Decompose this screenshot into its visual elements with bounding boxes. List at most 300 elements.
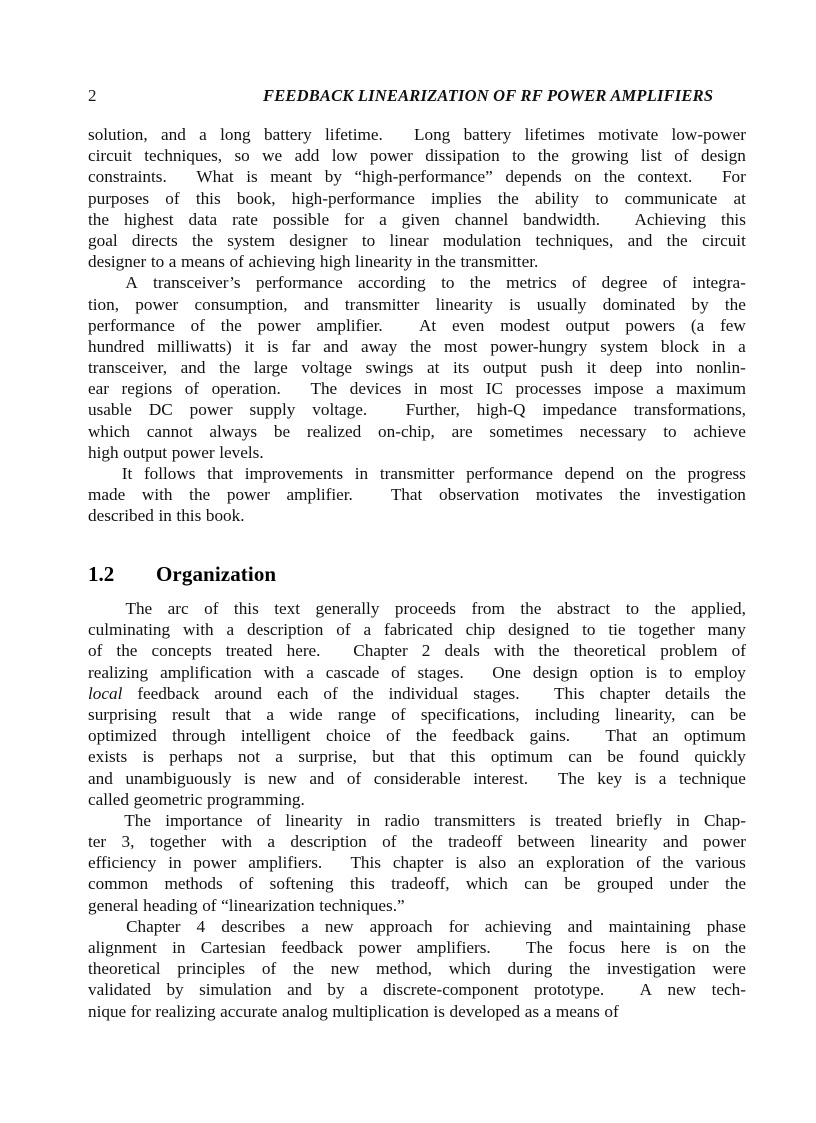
word: an	[652, 726, 669, 746]
word: transmitter.	[460, 252, 539, 272]
word: a	[275, 747, 283, 767]
word: growing	[571, 146, 629, 166]
paragraph	[88, 124, 746, 272]
text-line	[88, 895, 746, 916]
word: grouped	[596, 874, 654, 894]
word: The	[557, 768, 585, 788]
word: each	[276, 683, 309, 703]
word: A	[639, 980, 653, 1000]
word: consumption,	[194, 294, 288, 314]
word: a	[301, 916, 309, 936]
word: most	[439, 379, 474, 399]
word: regions	[121, 379, 173, 399]
word: to	[150, 252, 165, 272]
word: together	[638, 620, 695, 640]
word: tech-	[711, 980, 746, 1000]
body-text-upper	[88, 124, 746, 527]
word: in	[711, 336, 726, 356]
text-line	[88, 505, 746, 526]
word: developed	[449, 1001, 521, 1021]
text-line	[88, 463, 746, 484]
word: to	[669, 662, 683, 682]
word: briefly	[616, 810, 663, 830]
word: it	[244, 336, 255, 356]
word: lifetime.	[325, 125, 383, 144]
word: result	[171, 704, 211, 724]
word: achieve	[693, 421, 746, 441]
word: necessary	[579, 421, 647, 441]
word: 2	[421, 641, 431, 661]
text-line	[88, 810, 746, 831]
word: called	[88, 789, 130, 809]
word: 3,	[121, 832, 135, 852]
word: of	[323, 683, 338, 703]
word: chapter	[599, 683, 651, 703]
sentence-gap	[620, 979, 625, 1000]
word: voltage.	[312, 400, 368, 420]
word: including	[534, 704, 600, 724]
word: milliwatts)	[157, 336, 232, 356]
word: amplifiers.	[416, 938, 491, 957]
word: softening	[269, 874, 334, 894]
word: rate	[232, 209, 258, 229]
word: stages.	[473, 683, 520, 703]
word: at	[426, 358, 440, 378]
word: under	[669, 874, 709, 894]
text-line	[88, 704, 746, 725]
word: and	[161, 125, 186, 144]
word: techniques.”	[319, 895, 405, 915]
running-head	[88, 86, 744, 110]
word: modest	[500, 315, 550, 335]
word: DC	[148, 400, 173, 420]
sentence-gap	[399, 315, 404, 336]
word: chapter	[392, 853, 444, 873]
word: as	[524, 1001, 540, 1021]
word: of	[165, 188, 180, 208]
word: high-Q	[476, 400, 526, 420]
word: in	[356, 810, 371, 830]
word: of	[636, 853, 651, 873]
word: this	[195, 188, 221, 208]
word: The	[125, 599, 153, 618]
word: be	[273, 421, 291, 441]
text-line	[88, 725, 746, 746]
word: geometric	[133, 789, 203, 809]
word: to	[512, 146, 526, 166]
word: amplifiers.	[248, 853, 323, 873]
word: system	[227, 230, 276, 250]
text-line	[88, 336, 746, 357]
word: is	[142, 747, 154, 767]
word: phase	[706, 916, 746, 936]
word: of	[336, 620, 351, 640]
word: are	[451, 421, 473, 441]
word: that	[207, 464, 233, 483]
word: were	[712, 959, 746, 979]
word: supply	[249, 400, 296, 420]
word: Chapter	[126, 916, 181, 936]
text-line	[88, 251, 746, 272]
word: power	[226, 485, 270, 505]
word: be	[729, 704, 746, 724]
word: the	[219, 358, 241, 378]
word: a	[363, 620, 372, 640]
word: book,	[236, 188, 276, 208]
word: linear	[389, 230, 429, 250]
word: wide	[289, 704, 323, 724]
word: the	[520, 599, 542, 618]
word: of	[184, 379, 200, 399]
text-line	[88, 378, 746, 399]
word: designer	[289, 230, 348, 250]
sentence-gap	[293, 378, 298, 399]
word: Cartesian	[200, 938, 266, 957]
word: ear	[88, 379, 109, 399]
text-line	[88, 789, 746, 810]
word: with	[221, 832, 252, 852]
word: of	[256, 810, 272, 830]
word: integra-	[692, 273, 746, 293]
word: tradeoff	[448, 832, 503, 852]
word: bandwidth.	[523, 209, 601, 229]
word: but	[372, 747, 395, 767]
word: theoretical	[88, 959, 161, 979]
word: transceiver’s	[153, 273, 241, 293]
word: stages.	[417, 662, 464, 682]
word: culminating	[88, 620, 171, 640]
text-line	[88, 640, 746, 661]
word: Long	[413, 125, 451, 144]
word: with	[493, 641, 525, 661]
text-line	[88, 937, 746, 958]
word: of	[190, 315, 205, 335]
word: importance	[165, 810, 243, 830]
word: principles	[177, 959, 246, 979]
word: is	[433, 1001, 445, 1021]
word: transmitters	[434, 810, 516, 830]
word: treated	[555, 810, 602, 830]
word: it	[586, 358, 597, 378]
text-line	[88, 768, 746, 789]
word: exploration	[546, 853, 625, 873]
word: lifetimes	[524, 125, 585, 144]
word: A	[125, 273, 138, 293]
word: the	[654, 464, 676, 483]
word: of	[391, 662, 406, 682]
word: channel	[454, 209, 509, 229]
word: to	[441, 273, 455, 293]
word: with	[263, 662, 295, 682]
word: transceiver,	[88, 358, 167, 378]
word: the	[497, 188, 519, 208]
running-head-title: FEEDBACK LINEARIZATION OF RF POWER AMPLIFIERS	[263, 86, 714, 105]
word: here	[620, 938, 651, 957]
word: (a	[690, 315, 705, 335]
word: ter	[88, 832, 107, 852]
word: This	[554, 683, 585, 703]
word: Achieving	[634, 209, 707, 229]
word: tradeoff,	[391, 874, 450, 894]
word: validated	[88, 980, 151, 1000]
word: a	[168, 252, 177, 272]
word: large	[253, 358, 288, 378]
word: arc	[167, 599, 189, 618]
word: of	[572, 273, 587, 293]
word: possible	[272, 209, 330, 229]
word: tion,	[88, 294, 120, 314]
word: the	[654, 599, 676, 618]
word: the	[724, 874, 746, 894]
word: Chap-	[703, 810, 746, 830]
word: battery	[263, 125, 312, 144]
sentence-gap	[506, 937, 511, 958]
word: “linearization	[221, 895, 315, 915]
word: “high-performance”	[354, 167, 493, 187]
word: unambiguously	[125, 768, 232, 788]
word: One	[492, 662, 521, 682]
word: with	[183, 620, 214, 640]
text-line	[88, 166, 746, 187]
word: by	[327, 980, 345, 1000]
word: processes	[515, 379, 582, 399]
word: away	[361, 336, 398, 356]
word: the	[292, 959, 314, 979]
word: the	[538, 641, 560, 661]
word: of	[391, 704, 406, 724]
word: is	[267, 336, 279, 356]
text-line	[88, 683, 746, 704]
word: improvements	[244, 464, 344, 483]
word: operation.	[211, 379, 281, 399]
word: output	[565, 315, 610, 335]
word: book.	[205, 506, 245, 526]
text-line	[88, 598, 746, 619]
word: of	[88, 641, 103, 661]
word: to	[663, 421, 677, 441]
word: realized	[306, 421, 362, 441]
word: techniques,	[144, 146, 223, 166]
word: the	[191, 230, 213, 250]
word: together	[149, 832, 207, 852]
sentence-gap	[585, 725, 590, 746]
word: follows	[143, 464, 196, 483]
word: which	[88, 421, 131, 441]
word: The	[526, 938, 553, 957]
word: even	[451, 315, 485, 335]
sentence-gap	[705, 166, 710, 187]
sentence-gap	[334, 852, 339, 873]
sentence-gap	[335, 640, 340, 661]
word: of	[229, 252, 244, 272]
word: the	[619, 485, 641, 505]
text-line	[88, 916, 746, 937]
paragraph-indent	[88, 810, 110, 831]
word: range	[337, 704, 377, 724]
word: on	[574, 167, 592, 187]
text-line	[88, 442, 746, 463]
word: can	[524, 874, 548, 894]
word: choice	[325, 726, 371, 746]
word: of	[202, 895, 217, 915]
word: this	[450, 747, 476, 767]
word: in	[172, 938, 186, 957]
text-line	[88, 958, 746, 979]
word: radio	[384, 810, 420, 830]
word: abstract	[556, 599, 611, 618]
word: gains.	[529, 726, 571, 746]
word: new	[667, 980, 697, 1000]
section-number: 1.2	[88, 562, 115, 586]
word: amplifier.	[286, 485, 353, 505]
word: so	[234, 146, 250, 166]
word: general	[88, 895, 139, 915]
word: cascade	[325, 662, 380, 682]
word: the	[411, 832, 433, 852]
word: surprise,	[298, 747, 357, 767]
word: description	[246, 620, 324, 640]
word: output	[482, 358, 527, 378]
word: and	[287, 980, 312, 1000]
word: efficiency	[88, 853, 157, 873]
paragraph-indent	[88, 463, 110, 484]
word: What	[196, 167, 234, 187]
word: fabricated	[384, 620, 453, 640]
text-line	[88, 124, 746, 145]
word: the	[189, 485, 211, 505]
word: the	[88, 209, 109, 229]
word: maintaining	[608, 916, 691, 936]
word: transmitter	[344, 294, 420, 314]
word: be	[607, 747, 624, 767]
word: and	[309, 768, 335, 788]
word: a	[359, 980, 368, 1000]
word: optimized	[88, 726, 157, 746]
word: to	[582, 620, 596, 640]
word: interest.	[473, 768, 529, 788]
word: high	[88, 442, 119, 462]
word: power	[703, 832, 746, 852]
word: a	[306, 662, 314, 682]
word: cannot	[146, 421, 193, 441]
word: power-hungry	[490, 336, 588, 356]
word: which	[448, 959, 491, 979]
word: accurate	[220, 1001, 278, 1021]
word: the	[724, 683, 746, 703]
word: this	[233, 599, 259, 618]
word: is	[455, 853, 467, 873]
word: various	[695, 853, 746, 873]
word: analog	[281, 1001, 328, 1021]
page-number: 2	[88, 86, 97, 105]
word: achieving	[484, 916, 552, 936]
word: of	[604, 1001, 619, 1021]
word: problem	[660, 641, 718, 661]
word: the	[724, 294, 746, 314]
word: the	[352, 683, 374, 703]
word: tie	[608, 620, 626, 640]
word: linearity	[590, 832, 648, 852]
word: usually	[536, 294, 587, 314]
word: metrics	[506, 273, 557, 293]
word: to	[361, 230, 376, 250]
sentence-gap	[476, 662, 481, 683]
word: a	[199, 125, 207, 144]
word: maximum	[676, 379, 746, 399]
sentence-gap	[615, 209, 620, 230]
word: in	[676, 810, 690, 830]
text-line	[88, 315, 746, 336]
word: is	[645, 662, 658, 682]
word: a	[543, 1001, 552, 1021]
word: linearity,	[614, 704, 676, 724]
word: concepts	[151, 641, 212, 661]
word: power	[135, 294, 179, 314]
word: describes	[221, 916, 286, 936]
word: is	[246, 167, 258, 187]
paragraph	[88, 810, 746, 916]
word: this	[721, 209, 746, 229]
word: high-performance	[291, 188, 415, 208]
word: heading	[143, 895, 198, 915]
paragraph	[88, 272, 746, 463]
word: power	[171, 442, 215, 462]
text-line	[88, 619, 746, 640]
word: It	[121, 464, 133, 483]
word: goal	[88, 230, 118, 250]
text-line	[88, 145, 746, 166]
word: linearity	[435, 294, 493, 314]
word: powers	[625, 315, 676, 335]
word: this	[349, 874, 375, 894]
word: linearity	[355, 252, 413, 272]
word: For	[722, 167, 746, 187]
word: for	[130, 1001, 151, 1021]
word: quickly	[694, 747, 746, 767]
word: a	[656, 379, 664, 399]
word: by	[324, 167, 342, 187]
word: described	[88, 506, 154, 526]
word: of	[261, 959, 277, 979]
word: context.	[637, 167, 693, 187]
word: low-power	[671, 125, 746, 144]
text-line	[88, 272, 746, 293]
word: prototype.	[534, 980, 605, 1000]
word: achieving	[248, 252, 316, 272]
word: power	[257, 315, 301, 335]
word: a	[379, 209, 387, 229]
word: transformations,	[633, 400, 746, 420]
word: deals	[444, 641, 480, 661]
word: option	[589, 662, 634, 682]
paragraph-indent	[88, 598, 110, 619]
word: is	[244, 768, 256, 788]
word: details	[665, 683, 710, 703]
text-line	[88, 421, 746, 442]
word: new	[324, 916, 354, 936]
word: block	[660, 336, 700, 356]
word: sometimes	[489, 421, 563, 441]
word: of	[346, 768, 362, 788]
word: This	[350, 853, 381, 873]
word: methods	[164, 874, 223, 894]
word: swings	[365, 358, 414, 378]
word: individual	[388, 683, 459, 703]
word: the	[724, 938, 746, 957]
word: realizing	[88, 662, 149, 682]
word: to	[625, 599, 640, 618]
word: directs	[131, 230, 178, 250]
